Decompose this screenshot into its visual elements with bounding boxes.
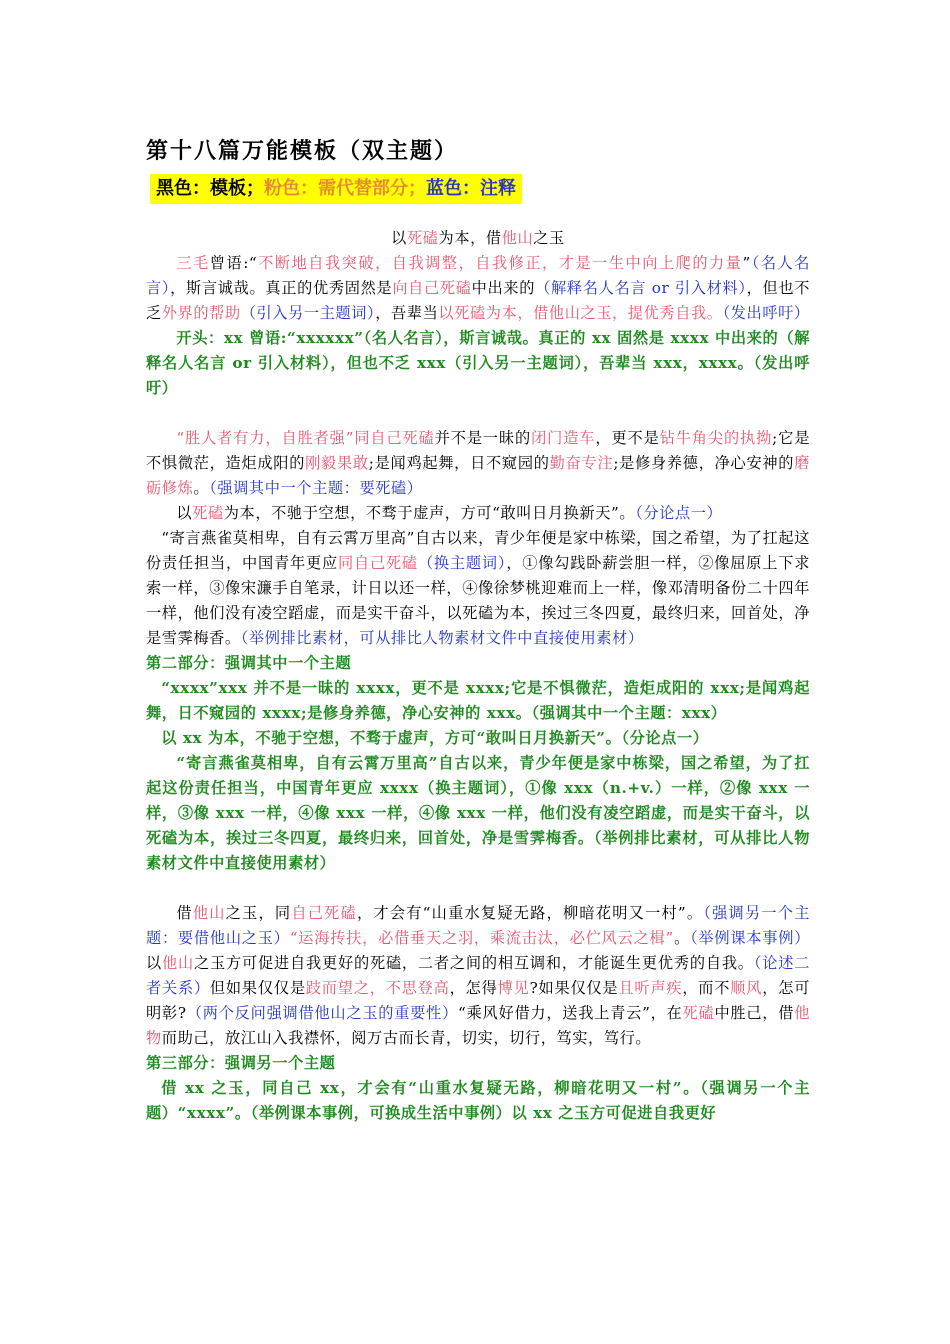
template-section-two: “xxxx”xxx 并不是一昧的 xxxx，更不是 xxxx;它是不惧微茫，造炬成阳的 xxx;是闻鸡起舞，日不窥园的 xxxx;是修身养德，净心安神的 xxx。（强调其中一个主题：xxx） [146, 679, 810, 722]
section-three-heading: 第三部分：强调另一个主题 [146, 1054, 336, 1072]
paragraph-opening: 三毛曾语:“不断地自我突破，自我调整，自我修正，才是一生中向上爬的力量”（名人名言），斯言诚哉。真正的优秀固然是向自己死磕中出来的（解释名人名言 or 引入材料），但也不乏外界的帮助（引入另一主题词），吾辈当以死磕为本，借他山之玉，提优秀自我。（发出呼吁） [146, 254, 811, 322]
section-two-heading: 第二部分：强调其中一个主题 [146, 654, 352, 672]
template-examples: “寄言燕雀莫相卑，自有云霄万里高”自古以来，青少年便是家中栋梁，国之希望，为了扛起这份责任担当，中国青年更应 xxxx（换主题词），①像 xxx（n.+v.）一样，②像 xxx 一样，③像 xxx 一样，④像 xxx 一样，④像 xxx 一样，他们没有凌空蹈虚，而是实干奋斗，以死磕为本，挨过三冬四夏，最终归来，回首处，净是雪霁梅香。（举例排比素材，可从排比人物素材文件中直接使用素材） [146, 754, 810, 872]
template-opening: 开头：xx 曾语:“xxxxxx”（名人名言），斯言诚哉。真正的 xx 固然是 xxxx 中出来的（解释名人名言 or 引入材料），但也不乏 xxx（引入另一主题词），吾辈当 xxx，xxxx。（发出呼吁） [146, 329, 810, 397]
essay-title: 以死磕为本，借他山之玉 [391, 229, 565, 247]
color-legend [150, 174, 522, 204]
spacer [146, 876, 810, 901]
template-section-three: 借 xx 之玉，同自己 xx，才会有“山重水复疑无路，柳暗花明又一村”。（强调另一个主题）“xxxx”。（举例课本事例，可换成生活中事例）以 xx 之玉方可促进自我更好 [146, 1079, 810, 1122]
legend-blue: 蓝色：注释 [426, 178, 516, 199]
page-title: 第十八篇万能模板（双主题） [146, 138, 459, 164]
paragraph-examples: “寄言燕雀莫相卑，自有云霄万里高”自古以来，青少年便是家中栋梁，国之希望，为了扛起这份责任担当，中国青年更应同自己死磕（换主题词），①像勾践卧薪尝胆一样，②像屈原上下求索一样，③像宋濂手自笔录，计日以还一样，④像徐梦桃迎难而上一样，像邓清明备份二十四年一样，他们没有凌空蹈虚，而是实干奋斗，以死磕为本，挨过三冬四夏，最终归来，回首处，净是雪霁梅香。（举例排比素材，可从排比人物素材文件中直接使用素材） [146, 529, 811, 647]
paragraph-two: “胜人者有力，自胜者强”同自己死磕并不是一昧的闭门造车，更不是钻牛角尖的执拗;它是不惧微茫，造炬成阳的刚毅果敢;是闻鸡起舞，日不窥园的勤奋专注;是修身养德，净心安神的磨砺修炼。（强调其中一个主题：要死磕） [146, 429, 811, 497]
template-argument-one: 以 xx 为本，不驰于空想，不骛于虚声，方可“敢叫日月换新天”。（分论点一） [161, 729, 709, 747]
legend-pink: 粉色：需代替部分； [264, 178, 426, 199]
paragraph-argument-one: 以死磕为本，不驰于空想，不骛于虚声，方可“敢叫日月换新天”。（分论点一） [176, 504, 723, 522]
spacer [146, 401, 810, 426]
legend-black: 黑色：模板； [156, 178, 264, 199]
essay-content [146, 226, 810, 1126]
paragraph-three: 借他山之玉，同自己死磕，才会有“山重水复疑无路，柳暗花明又一村”。（强调另一个主题：要借他山之玉）“运海抟扶，必借垂天之羽，乘流击汰，必伫风云之楫”。（举例课本事例）以他山之玉方可促进自我更好的死磕，二者之间的相互调和，才能诞生更优秀的自我。（论述二者关系）但如果仅仅是跂而望之，不思登高，怎得博见?如果仅仅是且听声疾，而不顺风，怎可明彰?（两个反问强调借他山之玉的重要性）“乘风好借力，送我上青云”，在死磕中胜己，借他物而助己，放江山入我襟怀，阅万古而长青，切实，切行，笃实，笃行。 [146, 904, 811, 1047]
